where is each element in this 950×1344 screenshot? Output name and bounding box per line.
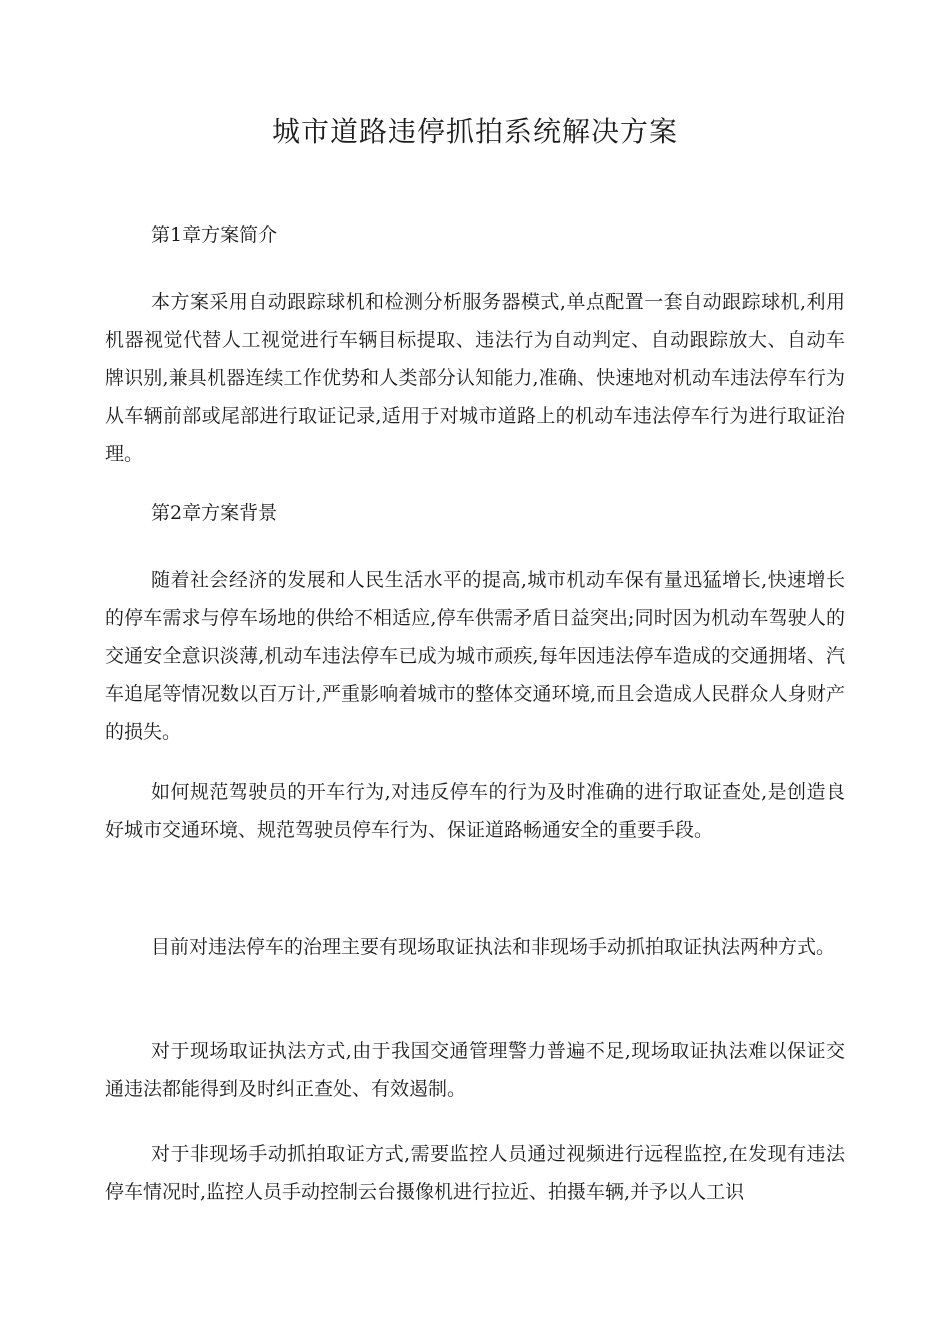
section-heading-1: 第1章方案简介: [151, 224, 278, 246]
section-2-paragraph-3: 目前对违法停车的治理主要有现场取证执法和非现场手动抓拍取证执法两种方式。: [151, 936, 836, 958]
section-2-paragraph-5: 对于非现场手动抓拍取证方式,需要监控人员通过视频进行远程监控,在发现有违法停车情况时,监控人员手动控制云台摄像机进行拉近、拍摄车辆,并予以人工识: [105, 1143, 845, 1203]
section-2-paragraph-4: 对于现场取证执法方式,由于我国交通管理警力普遍不足,现场取证执法难以保证交通违法都能得到及时纠正查处、有效遏制。: [105, 1040, 845, 1100]
section-heading-2: 第2章方案背景: [151, 502, 278, 524]
section-2-paragraph-2: 如何规范驾驶员的开车行为,对违反停车的行为及时准确的进行取证查处,是创造良好城市交通环境、规范驾驶员停车行为、保证道路畅通安全的重要手段。: [105, 781, 845, 841]
section-2-paragraph-1: 随着社会经济的发展和人民生活水平的提高,城市机动车保有量迅猛增长,快速增长的停车需求与停车场地的供给不相适应,停车供需矛盾日益突出;同时因为机动车驾驶人的交通安全意识淡薄,机动车违法停车已成为城市顽疾,每年因违法停车造成的交通拥堵、汽车追尾等情况数以百万计,严重影响着城市的整体交通环境,而且会造成人民群众人身财产的损失。: [105, 569, 845, 743]
section-1-paragraph-1: 本方案采用自动跟踪球机和检测分析服务器模式,单点配置一套自动跟踪球机,利用机器视觉代替人工视觉进行车辆目标提取、违法行为自动判定、自动跟踪放大、自动车牌识别,兼具机器连续工作优势和人类部分认知能力,准确、快速地对机动车违法停车行为从车辆前部或尾部进行取证记录,适用于对城市道路上的机动车违法停车行为进行取证治理。: [105, 291, 845, 465]
document-title: 城市道路违停抓拍系统解决方案: [271, 115, 678, 148]
